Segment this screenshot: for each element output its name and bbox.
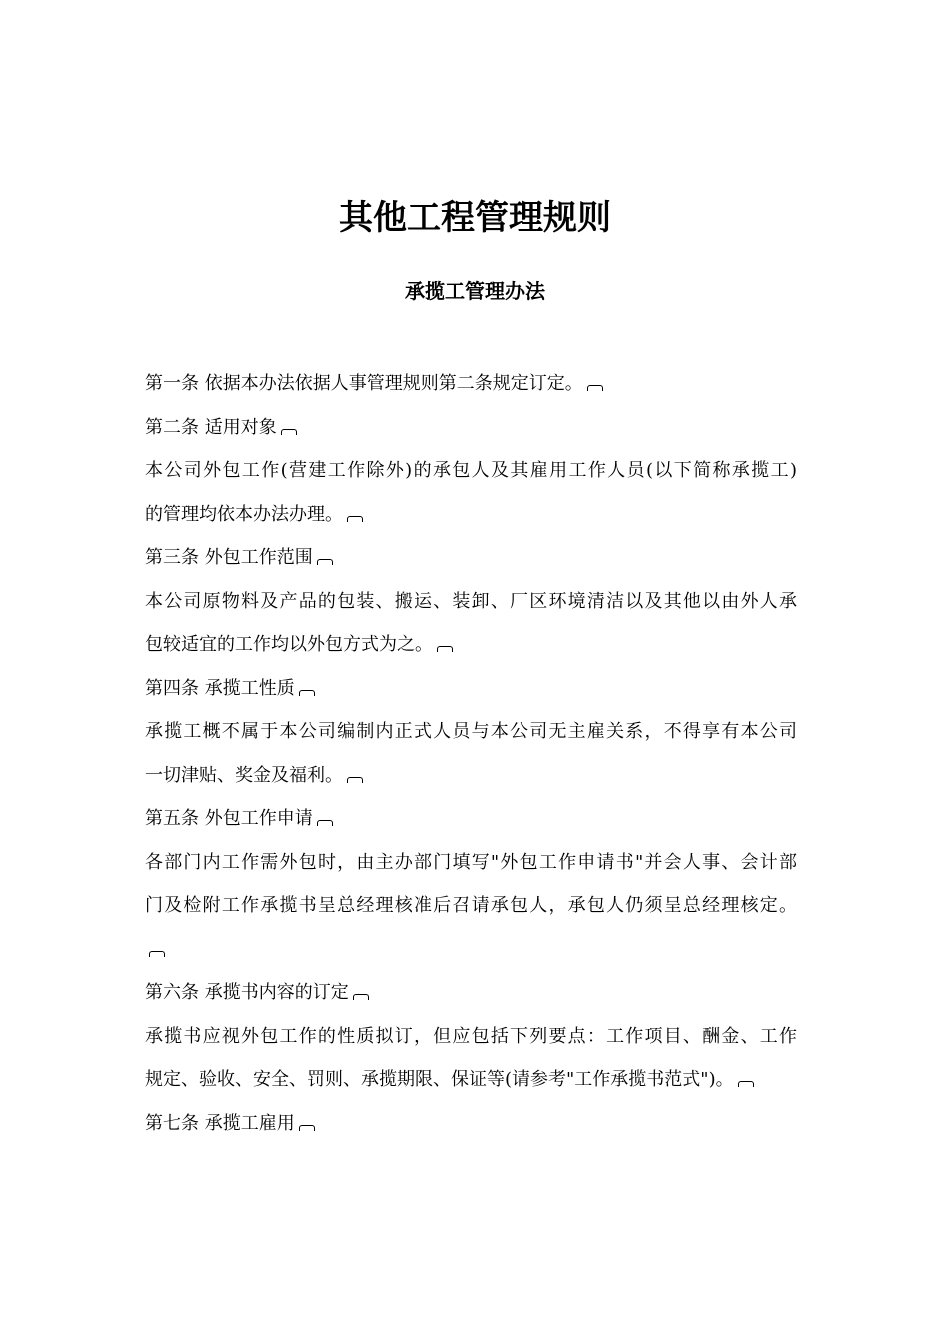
line-text: 第一条 依据本办法依据人事管理规则第二条规定订定。 xyxy=(145,373,583,394)
text-line xyxy=(145,797,805,841)
document-title: 其他工程管理规则 xyxy=(339,198,611,238)
paragraph-mark-icon xyxy=(149,951,165,957)
line-text: 包较适宜的工作均以外包方式为之。 xyxy=(145,634,433,655)
paragraph-mark-icon xyxy=(353,994,369,1000)
text-line xyxy=(145,884,797,928)
line-text: 本公司原物料及产品的包装、搬运、装卸、厂区环境清洁以及其他以由外人承 xyxy=(145,590,797,612)
text-line xyxy=(145,928,805,972)
text-line xyxy=(145,841,797,885)
line-text: 第三条 外包工作范围 xyxy=(145,547,313,568)
text-line xyxy=(145,449,797,493)
line-text: 第六条 承揽书内容的订定 xyxy=(145,982,349,1003)
paragraph-mark-icon xyxy=(437,646,453,652)
paragraph-mark-icon xyxy=(281,429,297,435)
line-text: 第七条 承揽工雇用 xyxy=(145,1112,295,1134)
line-text: 第五条 外包工作申请 xyxy=(145,808,313,829)
text-line xyxy=(145,580,797,624)
line-text: 承揽工概不属于本公司编制内正式人员与本公司无主雇关系，不得享有本公司 xyxy=(145,721,797,742)
line-text: 本公司外包工作(营建工作除外)的承包人及其雇用工作人员(以下简称承揽工) xyxy=(145,460,797,481)
text-line xyxy=(145,710,797,754)
text-line xyxy=(145,536,805,580)
line-text: 承揽书应视外包工作的性质拟订，但应包括下列要点：工作项目、酬金、工作 xyxy=(145,1025,797,1047)
text-line xyxy=(145,1015,797,1059)
line-text: 第二条 适用对象 xyxy=(145,416,277,438)
text-line xyxy=(145,362,805,406)
paragraph-mark-icon xyxy=(299,1125,315,1131)
line-text: 规定、验收、安全、罚则、承揽期限、保证等(请参考"工作承揽书范式")。 xyxy=(145,1069,734,1090)
paragraph-mark-icon xyxy=(587,385,603,391)
text-line xyxy=(145,406,805,450)
paragraph-mark-icon xyxy=(299,690,315,696)
line-text: 一切津贴、奖金及福利。 xyxy=(145,764,343,786)
paragraph-mark-icon xyxy=(347,516,363,522)
paragraph-mark-icon xyxy=(738,1081,754,1087)
paragraph-mark-icon xyxy=(317,820,333,826)
line-text: 的管理均依本办法办理。 xyxy=(145,503,343,525)
document-body xyxy=(145,362,805,1145)
line-text: 门及检附工作承揽书呈总经理核准后召请承包人，承包人仍须呈总经理核定。 xyxy=(145,895,797,916)
text-line xyxy=(145,754,805,798)
text-line xyxy=(145,667,805,711)
text-line xyxy=(145,1102,805,1146)
text-line xyxy=(145,493,805,537)
text-line xyxy=(145,1058,805,1102)
text-line xyxy=(145,623,805,667)
document-subtitle: 承揽工管理办法 xyxy=(405,279,545,303)
text-line xyxy=(145,971,805,1015)
paragraph-mark-icon xyxy=(317,559,333,565)
line-text: 第四条 承揽工性质 xyxy=(145,677,295,699)
paragraph-mark-icon xyxy=(347,777,363,783)
line-text: 各部门内工作需外包时，由主办部门填写"外包工作申请书"并会人事、会计部 xyxy=(145,851,797,873)
